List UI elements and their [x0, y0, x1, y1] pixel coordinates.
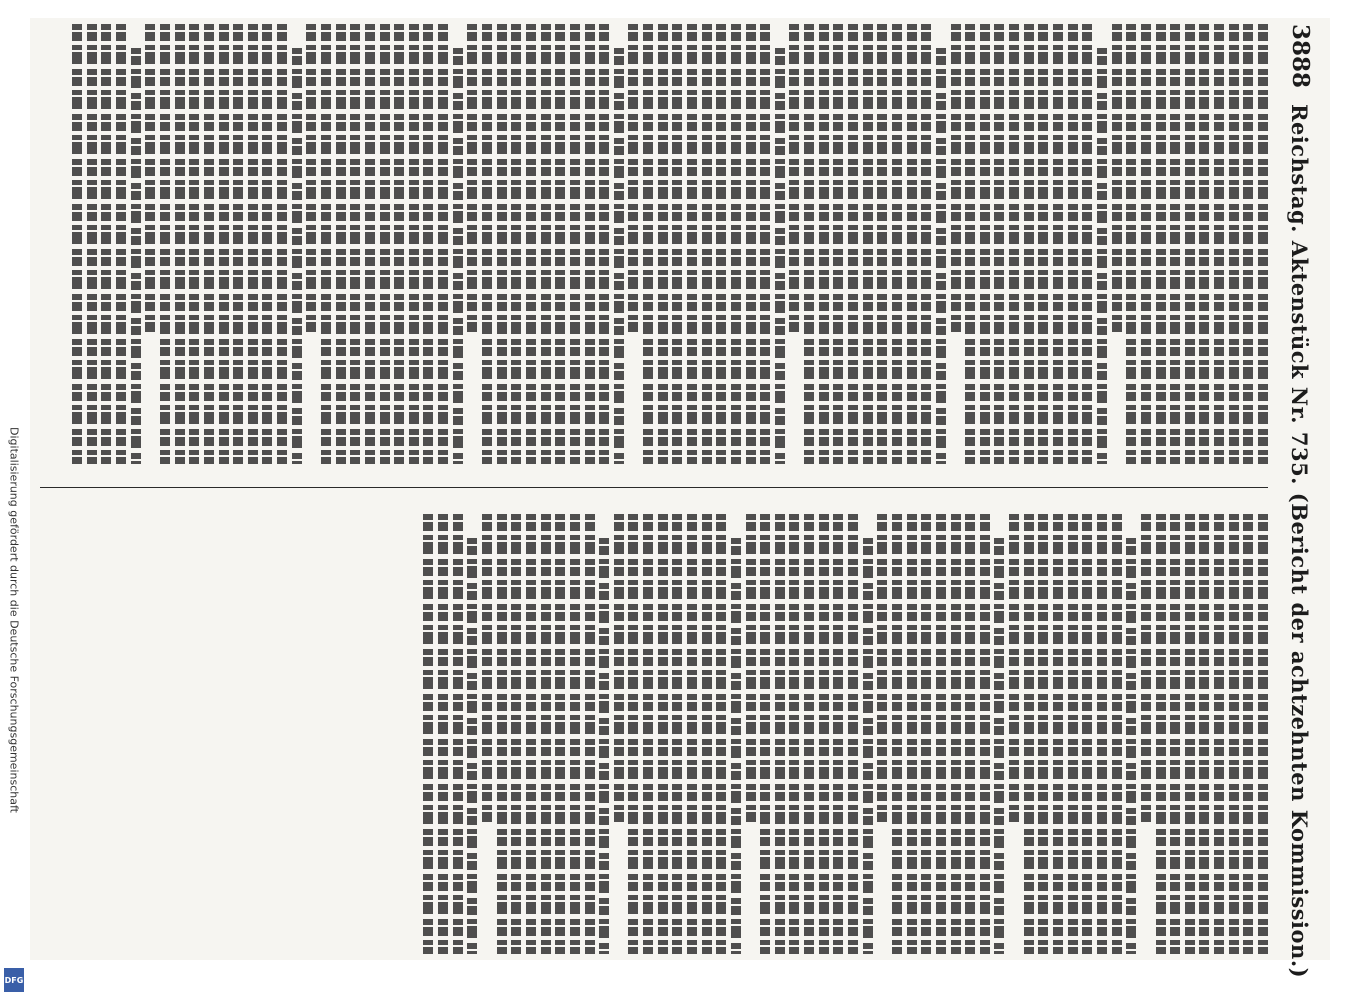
text-line [951, 514, 961, 954]
text-line [1112, 24, 1122, 332]
text-line [1126, 538, 1136, 954]
text-line [248, 24, 258, 464]
text-line [321, 24, 331, 464]
text-line [1141, 514, 1151, 822]
text-line [628, 514, 638, 954]
text-line [1170, 514, 1180, 954]
text-line [760, 24, 770, 464]
text-line [658, 24, 668, 464]
text-line [409, 24, 419, 464]
text-line [438, 514, 448, 954]
text-line [1156, 514, 1166, 954]
text-line [877, 24, 887, 464]
text-line [980, 24, 990, 464]
column-divider [40, 487, 1268, 488]
text-line [380, 24, 390, 464]
text-line [1185, 24, 1195, 464]
text-line [1038, 514, 1048, 954]
text-line [746, 24, 756, 464]
text-line [951, 24, 961, 332]
text-line [921, 24, 931, 464]
rotated-page [40, 24, 1320, 979]
text-line [614, 48, 624, 464]
text-line [628, 24, 638, 332]
text-line [1126, 24, 1136, 464]
text-line [1185, 514, 1195, 954]
text-line [497, 514, 507, 954]
text-line [467, 538, 477, 954]
text-line [511, 514, 521, 954]
text-line [350, 24, 360, 464]
text-line [1038, 24, 1048, 464]
text-line [775, 514, 785, 954]
text-line [687, 514, 697, 954]
text-line [292, 48, 302, 464]
text-line [1229, 514, 1239, 954]
text-line [555, 24, 565, 464]
text-line [921, 514, 931, 954]
text-line [994, 24, 1004, 464]
text-line [1258, 24, 1268, 464]
text-line [526, 514, 536, 954]
text-line [453, 514, 463, 954]
text-line [1024, 24, 1034, 464]
text-line [438, 24, 448, 464]
text-line [1097, 48, 1107, 464]
text-line [116, 24, 126, 464]
text-line [702, 514, 712, 954]
text-line [1009, 514, 1019, 822]
text-line [1199, 24, 1209, 464]
text-line [1082, 24, 1092, 464]
text-line [672, 514, 682, 954]
text-line [687, 24, 697, 464]
text-line [614, 514, 624, 822]
digitization-credit [0, 0, 28, 1000]
text-line [804, 514, 814, 954]
text-line [599, 538, 609, 954]
text-line [1097, 514, 1107, 954]
text-line [672, 24, 682, 464]
text-line [1112, 514, 1122, 954]
text-line [702, 24, 712, 464]
text-line [1053, 24, 1063, 464]
text-line [863, 538, 873, 954]
text-line [819, 514, 829, 954]
text-line [877, 514, 887, 822]
text-line [936, 48, 946, 464]
text-line [1258, 514, 1268, 954]
text-line [555, 514, 565, 954]
page-scan [30, 18, 1330, 979]
credit-text: Digitalisierung gefördert durch die Deutsche Forschungsgemeinschaft [7, 427, 21, 813]
text-line [1082, 514, 1092, 954]
text-line [262, 24, 272, 464]
text-line [1053, 514, 1063, 954]
text-line [716, 514, 726, 954]
text-line [131, 48, 141, 464]
text-line [145, 24, 155, 332]
text-line [189, 24, 199, 464]
page-title: Reichstag. Aktenstück Nr. 735. (Bericht der achtzehnten Kommission.) [1287, 104, 1312, 979]
text-line [790, 24, 800, 332]
text-line [775, 48, 785, 464]
text-line [526, 24, 536, 464]
text-line [585, 24, 595, 464]
text-line [336, 24, 346, 464]
text-line [833, 24, 843, 464]
text-line [453, 48, 463, 464]
text-line [965, 24, 975, 464]
text-line [746, 514, 756, 822]
text-line [599, 24, 609, 464]
text-line [863, 24, 873, 464]
text-line [892, 24, 902, 464]
text-line [423, 514, 433, 954]
text-line [585, 514, 595, 954]
text-line [936, 514, 946, 954]
text-column-right [40, 514, 1268, 954]
text-line [833, 514, 843, 954]
text-line [716, 24, 726, 464]
text-line [1024, 514, 1034, 954]
text-line [1068, 24, 1078, 464]
text-line [907, 24, 917, 464]
text-line [643, 514, 653, 954]
page-number: 3888 [1287, 24, 1314, 89]
text-line [731, 24, 741, 464]
text-line [907, 514, 917, 954]
text-line [965, 514, 975, 954]
text-line [1243, 24, 1253, 464]
text-line [570, 514, 580, 954]
text-line [72, 24, 82, 464]
text-line [1229, 24, 1239, 464]
text-line [892, 514, 902, 954]
text-line [233, 24, 243, 464]
text-line [365, 24, 375, 464]
text-line [87, 24, 97, 464]
text-line [1243, 514, 1253, 954]
text-line [306, 24, 316, 332]
text-line [570, 24, 580, 464]
text-line [277, 24, 287, 464]
text-line [497, 24, 507, 464]
text-line [994, 538, 1004, 954]
text-line [219, 24, 229, 464]
text-line [790, 514, 800, 954]
dfg-logo: DFG [4, 968, 24, 992]
text-line [731, 538, 741, 954]
text-line [1214, 514, 1224, 954]
text-line [175, 24, 185, 464]
text-line [1156, 24, 1166, 464]
text-line [804, 24, 814, 464]
text-line [643, 24, 653, 464]
text-line [541, 24, 551, 464]
running-head [1280, 24, 1320, 979]
text-line [101, 24, 111, 464]
text-line [482, 514, 492, 822]
text-line [1068, 514, 1078, 954]
text-line [1170, 24, 1180, 464]
text-line [423, 24, 433, 464]
text-line [819, 24, 829, 464]
text-line [980, 514, 990, 954]
text-line [467, 24, 477, 332]
text-line [160, 24, 170, 464]
text-line [760, 514, 770, 954]
text-column-left [40, 24, 1268, 464]
text-line [394, 24, 404, 464]
text-line [658, 514, 668, 954]
text-line [1214, 24, 1224, 464]
text-line [1199, 514, 1209, 954]
text-line [848, 514, 858, 954]
text-line [482, 24, 492, 464]
text-line [541, 514, 551, 954]
text-line [848, 24, 858, 464]
text-line [1141, 24, 1151, 464]
text-line [1009, 24, 1019, 464]
text-line [204, 24, 214, 464]
text-line [511, 24, 521, 464]
